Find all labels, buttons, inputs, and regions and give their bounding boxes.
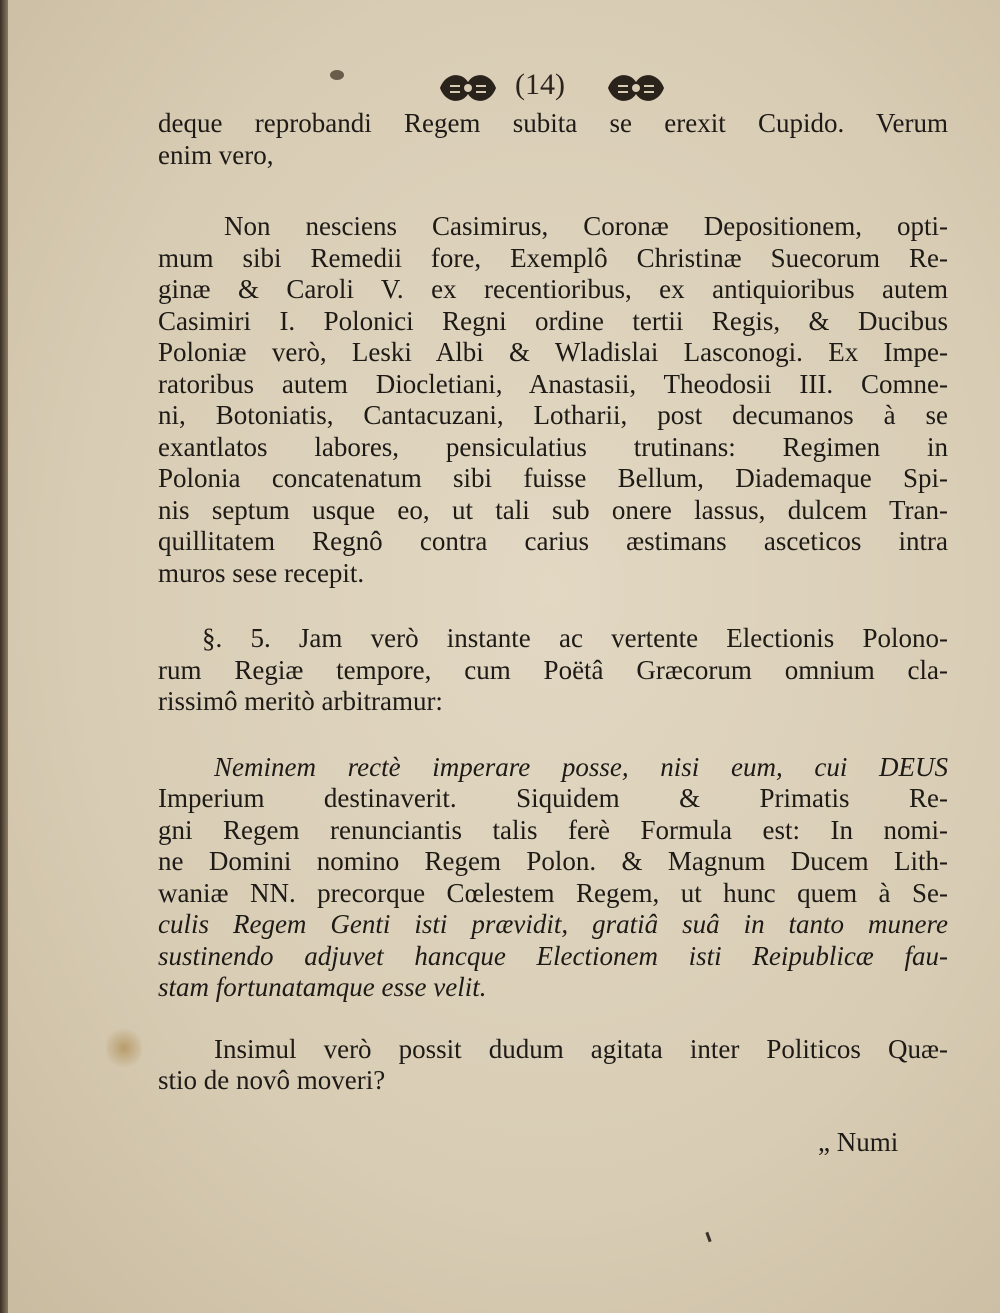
text-line: stam fortunatamque esse velit. bbox=[158, 972, 487, 1002]
text-line: ginæ & Caroli V. ex recentioribus, ex antiquioribus autem bbox=[158, 274, 948, 304]
text-line: Neminem rectè imperare posse, nisi eum, cui DEUS bbox=[214, 751, 948, 782]
text-line: culis Regem Genti isti prævidit, gratiâ suâ in tanto munere bbox=[158, 909, 948, 939]
text-line: rissimô meritò arbitramur: bbox=[158, 686, 443, 716]
binding-edge bbox=[0, 0, 8, 1313]
ink-blot bbox=[330, 70, 344, 80]
body-text bbox=[158, 108, 948, 1097]
text-line: deque reprobandi Regem subita se erexit Cupido. Verum bbox=[158, 108, 948, 138]
text-line: gni Regem renunciantis talis ferè Formula est: In nomi- bbox=[158, 814, 948, 845]
text-line: mum sibi Remedii fore, Exemplô Christinæ Suecorum Re- bbox=[158, 242, 948, 273]
text-line: quillitatem Regnô contra carius æstimans asceticos intra bbox=[158, 526, 948, 556]
page-number: (14) bbox=[515, 68, 565, 101]
text-line: stio de novô moveri? bbox=[158, 1065, 386, 1095]
text-line: ratoribus autem Diocletiani, Anastasii, Theodosii III. Comne- bbox=[158, 368, 948, 399]
text-line: nis septum usque eo, ut tali sub onere lassus, dulcem Tran- bbox=[158, 494, 948, 525]
fleuron-ornament-icon bbox=[604, 68, 668, 108]
text-line: enim vero, bbox=[158, 139, 274, 170]
text-line: rum Regiæ tempore, cum Poëtâ Græcorum omnium cla- bbox=[158, 654, 948, 685]
fleuron-ornament-icon bbox=[436, 68, 500, 108]
text-line: Non nesciens Casimirus, Coronæ Depositionem, opti- bbox=[224, 211, 948, 241]
text-line: Poloniæ verò, Leski Albi & Wladislai Lasconogi. Ex Impe- bbox=[158, 337, 948, 367]
text-line: Casimiri I. Polonici Regni ordine tertii Regis, & Ducibus bbox=[158, 305, 948, 336]
catchword: „ Numi bbox=[818, 1127, 899, 1157]
text-line: ne Domini nomino Regem Polon. & Magnum Ducem Lith- bbox=[158, 846, 948, 876]
ink-mark bbox=[705, 1232, 711, 1242]
text-line: ni, Botoniatis, Cantacuzani, Lotharii, post decumanos à se bbox=[158, 400, 948, 430]
text-line: waniæ NN. precorque Cœlestem Regem, ut hunc quem à Se- bbox=[158, 877, 948, 908]
text-line: exantlatos labores, pensiculatius trutinans: Regimen in bbox=[158, 431, 948, 462]
text-line: muros sese recepit. bbox=[158, 557, 365, 588]
paper-stain bbox=[106, 1025, 142, 1071]
text-line: sustinendo adjuvet hancque Electionem isti Reipublicæ fau- bbox=[158, 940, 948, 971]
text-line: Polonia concatenatum sibi fuisse Bellum, Diademaque Spi- bbox=[158, 463, 948, 493]
text-line: Imperium destinaverit. Siquidem & Primatis Re- bbox=[158, 783, 948, 813]
page-header bbox=[0, 60, 1000, 112]
text-line: Insimul verò possit dudum agitata inter Politicos Quæ- bbox=[214, 1033, 948, 1064]
text-line: §. 5. Jam verò instante ac vertente Electionis Polono- bbox=[202, 623, 948, 653]
